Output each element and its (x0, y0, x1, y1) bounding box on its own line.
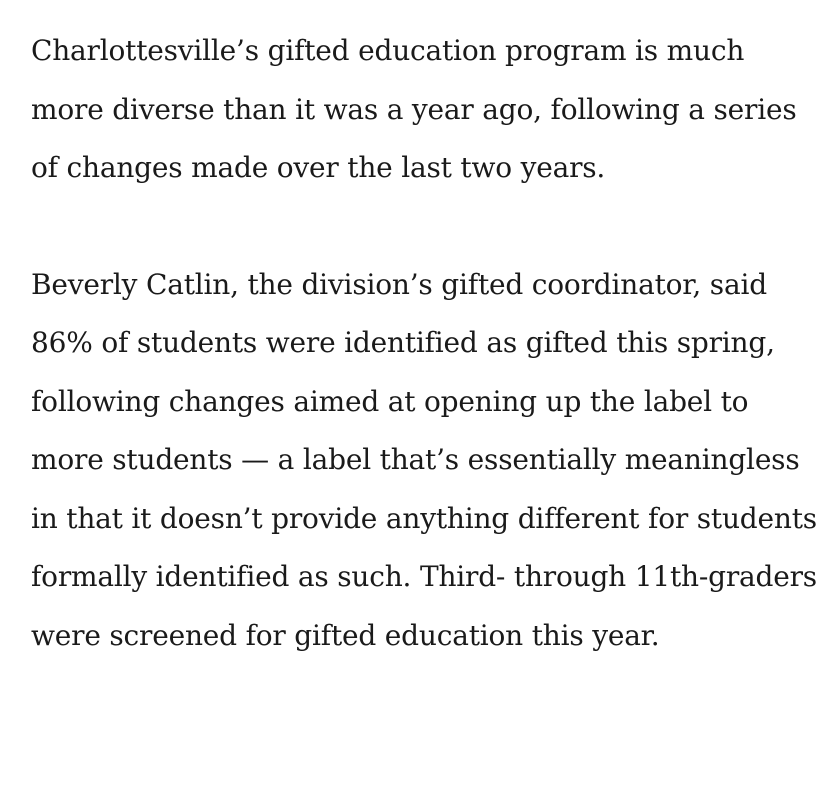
article-paragraph: Charlottesville’s gifted education program is much more diverse than it was a year ago, following a series of changes made over the last two years. (31, 34, 797, 184)
article-paragraph: Beverly Catlin, the division’s gifted coordinator, said 86% of students were identified as gifted this spring, following changes aimed at opening up the label to more students — a label that’s essentially meaningless in that it doesn’t provide anything different for students formally identified as such. Third- through 11th-graders were screened for gifted education this year. (31, 267, 817, 652)
article-body (31, 22, 821, 665)
